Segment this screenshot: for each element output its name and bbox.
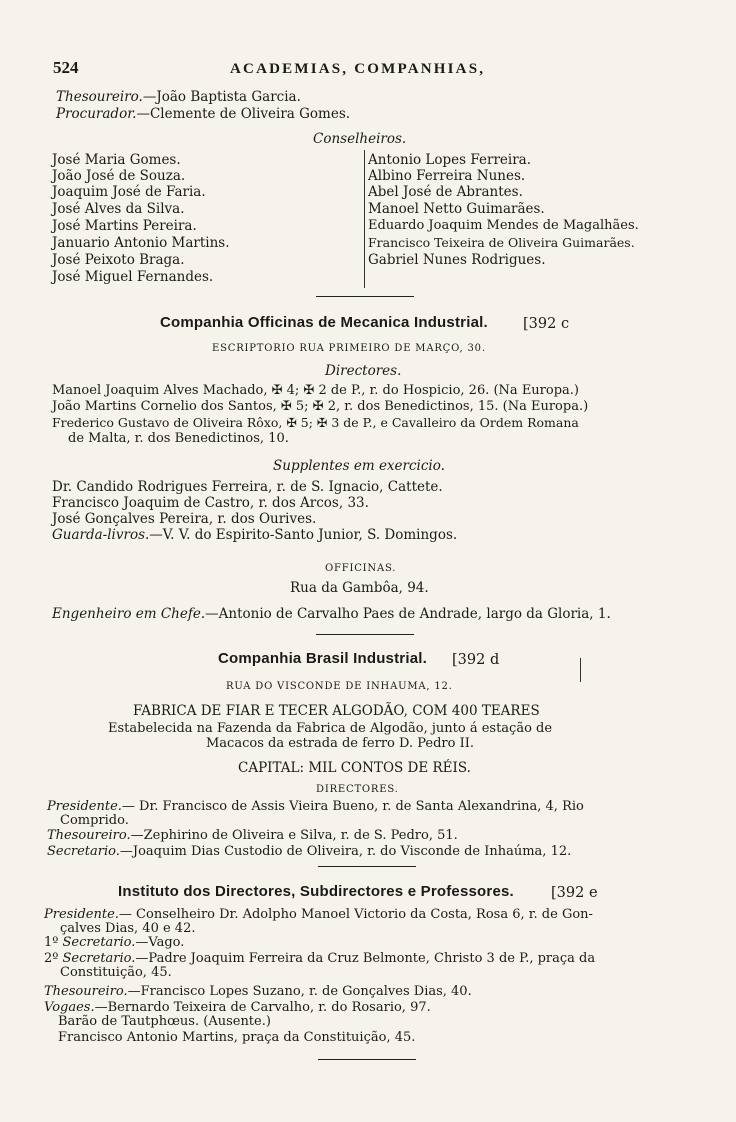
conselheiros-heading: Conselheiros.	[313, 131, 407, 147]
guarda-livros-value: —V. V. do Espirito-Santo Junior, S. Domingos.	[149, 527, 458, 543]
procurador-name: —Clemente de Oliveira Gomes.	[136, 106, 351, 122]
presidente-value: — Conselheiro Dr. Adolpho Manoel Victorio da Costa, Rosa 6, r. de Gon-	[118, 907, 593, 922]
sec1-value: —Vago.	[135, 935, 185, 950]
conselheiro-left: João José de Souza.	[52, 168, 186, 184]
instituto-thesoureiro-line	[44, 984, 472, 1000]
supplente: Francisco Joaquim de Castro, r. dos Arcos, 33.	[52, 495, 369, 511]
instituto-ref: [392 e	[551, 885, 598, 901]
brasil-industrial-ref: [392 d	[452, 652, 500, 668]
secretario-value: —Joaquim Dias Custodio de Oliveira, r. do Visconde de Inhaúma, 12.	[119, 844, 572, 859]
procurador-label: Procurador.	[56, 106, 137, 122]
thesoureiro-label: Thesoureiro.	[56, 89, 143, 105]
conselheiro-left: Januario Antonio Martins.	[52, 235, 230, 251]
sec1-prefix: 1º	[44, 935, 59, 950]
officinas-ref: [392 c	[523, 316, 570, 332]
sec2-value: —Padre Joaquim Ferreira da Cruz Belmonte, Christo 3 de P., praça da	[135, 951, 596, 966]
conselheiro-right: Manoel Netto Guimarães.	[368, 201, 545, 217]
directores-heading: DIRECTORES.	[316, 784, 399, 795]
vogaes-value: —Bernardo Teixeira de Carvalho, r. do Rosario, 97.	[94, 1000, 431, 1015]
section-divider	[318, 1059, 416, 1060]
engenheiro-value: —Antonio de Carvalho Paes de Andrade, largo da Gloria, 1.	[205, 606, 611, 622]
engenheiro-label: Engenheiro em Chefe.	[52, 606, 206, 622]
conselheiro-right: Eduardo Joaquim Mendes de Magalhães.	[368, 218, 639, 233]
thesoureiro-name: —João Baptista Garcia.	[142, 89, 301, 105]
presidente-cont: Comprido.	[60, 813, 129, 828]
sec2-label: Secretario.	[62, 951, 136, 966]
section-divider	[316, 634, 414, 635]
sec1-line	[44, 935, 184, 951]
thesoureiro-line	[47, 828, 458, 844]
instituto-presidente-cont: çalves Dias, 40 e 42.	[60, 921, 196, 936]
sec2-cont: Constituição, 45.	[60, 965, 172, 980]
conselheiro-left: José Miguel Fernandes.	[52, 269, 214, 285]
vogal-line: Francisco Antonio Martins, praça da Constituição, 45.	[58, 1030, 416, 1045]
column-divider	[364, 150, 365, 288]
presidente-value: — Dr. Francisco de Assis Vieira Bueno, r. de Santa Alexandrina, 4, Rio	[121, 799, 584, 814]
conselheiro-left: José Martins Pereira.	[52, 218, 197, 234]
officinas-directors-heading: Directores.	[325, 363, 402, 379]
thesoureiro-value: —Zephirino de Oliveira e Silva, r. de S. Pedro, 51.	[130, 828, 458, 843]
capital-line: CAPITAL: MIL CONTOS DE RÉIS.	[238, 760, 471, 776]
thesoureiro-value: —Francisco Lopes Suzano, r. de Gonçalves Dias, 40.	[127, 984, 472, 999]
procurador-line	[56, 106, 350, 122]
guarda-livros-line	[52, 527, 457, 543]
supplente: José Gonçalves Pereira, r. dos Ourives.	[52, 511, 317, 527]
officinas-address: ESCRIPTORIO RUA PRIMEIRO DE MARÇO, 30.	[212, 343, 486, 354]
brasil-industrial-address: RUA DO VISCONDE DE INHAUMA, 12.	[226, 681, 453, 692]
conselheiro-right: Antonio Lopes Ferreira.	[368, 152, 531, 168]
conselheiro-left: José Maria Gomes.	[52, 152, 181, 168]
fabrica-line: FABRICA DE FIAR E TECER ALGODÃO, COM 400 TEARES	[133, 703, 540, 719]
officinas-director: Frederico Gustavo de Oliveira Rôxo, ✠ 5; ✠ 3 de P., e Cavalleiro da Ordem Romana	[52, 415, 579, 430]
conselheiro-right: Francisco Teixeira de Oliveira Guimarães.	[368, 235, 635, 250]
sec1-label: Secretario.	[62, 935, 136, 950]
vogal-line: Barão de Tautphœus. (Ausente.)	[58, 1014, 271, 1029]
estabelecida-line: Macacos da estrada de ferro D. Pedro II.	[206, 736, 474, 751]
conselheiro-right: Albino Ferreira Nunes.	[368, 168, 526, 184]
thesoureiro-label: Thesoureiro.	[47, 828, 131, 843]
secretario-line	[47, 844, 571, 860]
officinas-director: Manoel Joaquim Alves Machado, ✠ 4; ✠ 2 de P., r. do Hospicio, 26. (Na Europa.)	[52, 383, 579, 398]
page-number: 524	[53, 58, 79, 77]
supplente: Dr. Candido Rodrigues Ferreira, r. de S. Ignacio, Cattete.	[52, 479, 443, 495]
vogaes-label: Vogaes.	[44, 1000, 95, 1015]
supplentes-heading: Supplentes em exercicio.	[273, 458, 445, 474]
officinas-heading: OFFICINAS.	[325, 563, 397, 574]
conselheiro-right: Abel José de Abrantes.	[368, 184, 523, 200]
thesoureiro-label: Thesoureiro.	[44, 984, 128, 999]
estabelecida-line: Estabelecida na Fazenda da Fabrica de Algodão, junto á estação de	[108, 721, 553, 736]
conselheiro-left: José Alves da Silva.	[52, 201, 185, 217]
margin-mark	[580, 658, 581, 682]
presidente-label: Presidente.	[47, 799, 122, 814]
officinas-address-street: Rua da Gambôa, 94.	[290, 580, 429, 596]
sec2-prefix: 2º	[44, 951, 59, 966]
section-divider	[318, 866, 416, 867]
officinas-director: João Martins Cornelio dos Santos, ✠ 5; ✠ 2, r. dos Benedictinos, 15. (Na Europa.)	[52, 399, 589, 414]
conselheiro-right: Gabriel Nunes Rodrigues.	[368, 252, 546, 268]
thesoureiro-line	[56, 89, 301, 105]
brasil-industrial-title: Companhia Brasil Industrial.	[218, 650, 427, 667]
conselheiro-left: Joaquim José de Faria.	[52, 184, 206, 200]
section-divider	[316, 296, 414, 297]
conselheiro-left: José Peixoto Braga.	[52, 252, 185, 268]
running-title: ACADEMIAS, COMPANHIAS,	[230, 61, 486, 77]
officinas-director: de Malta, r. dos Benedictinos, 10.	[68, 431, 289, 446]
secretario-label: Secretario.	[47, 844, 120, 859]
engenheiro-line	[52, 606, 611, 622]
guarda-livros-label: Guarda-livros.	[52, 527, 150, 543]
presidente-label: Presidente.	[44, 907, 119, 922]
officinas-title: Companhia Officinas de Mecanica Industrial.	[160, 314, 488, 331]
instituto-title: Instituto dos Directores, Subdirectores e Professores.	[118, 883, 514, 900]
